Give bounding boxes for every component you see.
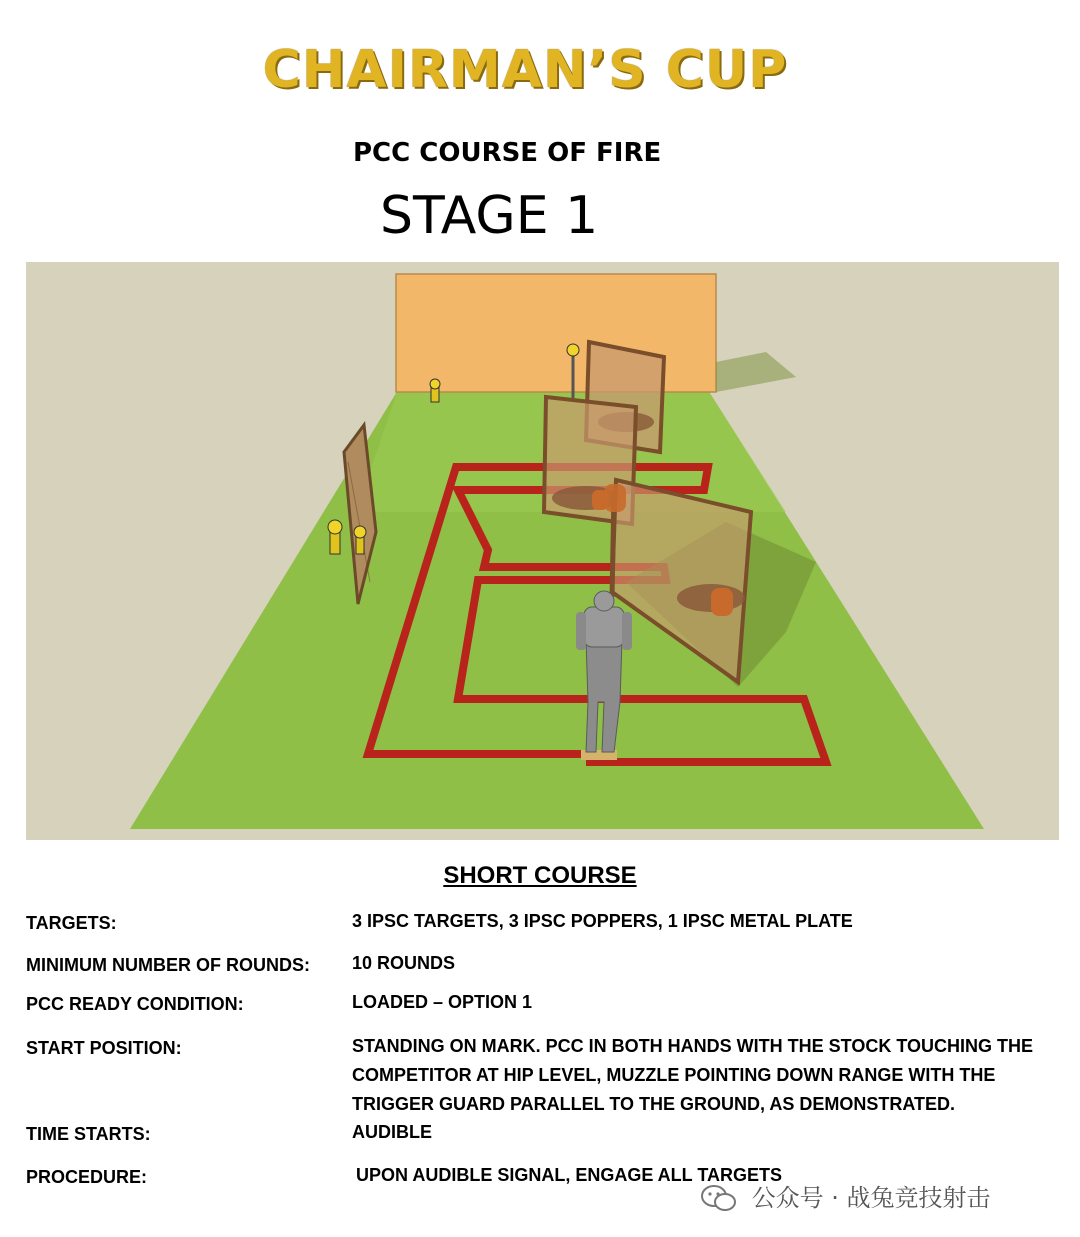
popper-left-front-2: [354, 526, 366, 554]
popper-left-front: [328, 520, 342, 554]
row-label: PCC READY CONDITION:: [26, 994, 244, 1014]
stage-illustration: [26, 262, 1059, 840]
row-value: 10 ROUNDS: [352, 953, 456, 973]
row-value: LOADED – OPTION 1: [352, 992, 533, 1012]
row-label: TARGETS:: [26, 913, 117, 933]
row-value: 3 IPSC TARGETS, 3 IPSC POPPERS, 1 IPSC METAL PLATE: [352, 911, 853, 931]
back-berm: [396, 274, 716, 392]
watermark-text: 公众号 · 战兔竞技射击: [751, 1184, 991, 1212]
row-label: PROCEDURE:: [26, 1167, 148, 1187]
row-value: UPON AUDIBLE SIGNAL, ENGAGE ALL TARGETS: [356, 1165, 783, 1185]
course-heading: SHORT COURSE: [443, 862, 637, 889]
course-subtitle: PCC COURSE OF FIRE: [353, 138, 662, 168]
row-label: TIME STARTS:: [26, 1124, 151, 1144]
stage-heading: STAGE 1: [380, 186, 599, 246]
page-title: CHAIRMAN’S CUP: [262, 40, 788, 100]
row-value: AUDIBLE: [352, 1122, 432, 1142]
wechat-icon: [700, 1184, 738, 1214]
row-value: STANDING ON MARK. PCC IN BOTH HANDS WITH THE STOCK TOUCHING THE COMPETITOR AT HIP LEVEL, MUZZLE POINTING DOWN RANGE WITH THE TRIGGER GUARD PARALLEL TO THE GROUND, AS DEMONSTRATED.: [352, 1036, 1033, 1114]
row-label: MINIMUM NUMBER OF ROUNDS:: [26, 955, 310, 975]
popper-left-back: [430, 379, 440, 402]
row-label: START POSITION:: [26, 1038, 182, 1058]
watermark: [700, 1178, 991, 1214]
